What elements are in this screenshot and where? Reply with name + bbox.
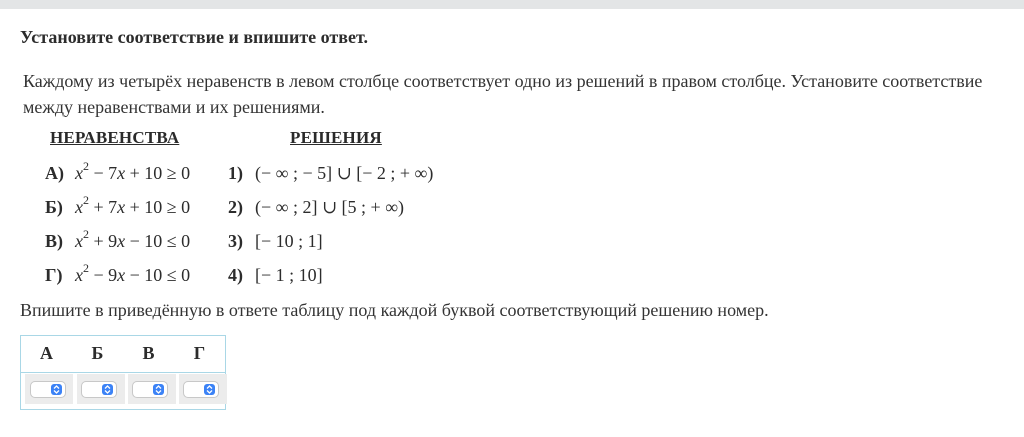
solution-label: 4) bbox=[228, 265, 243, 285]
select-arrows-icon bbox=[102, 384, 113, 395]
select-arrows-icon bbox=[51, 384, 62, 395]
top-bar bbox=[0, 0, 1024, 9]
inequality-expression: $x^2 - 7x + 10 \ge 0$ bbox=[75, 159, 191, 183]
select-arrows-icon bbox=[153, 384, 164, 395]
solution-text: (− ∞ ; 2] ∪ [5 ; + ∞) bbox=[255, 197, 405, 217]
select-arrows-icon bbox=[204, 384, 215, 395]
inequality-label: В) bbox=[45, 231, 63, 251]
solution-text: (− ∞ ; − 5] ∪ [− 2 ; + ∞) bbox=[255, 163, 434, 183]
solution-label: 1) bbox=[228, 163, 243, 183]
solution-text: [− 1 ; 10] bbox=[255, 265, 323, 285]
column-header-solutions: РЕШЕНИЯ bbox=[290, 128, 382, 147]
table-divider bbox=[21, 372, 225, 373]
answer-select-a[interactable] bbox=[30, 381, 66, 398]
inequality-expression: $x^2 - 9x - 10 \le 0$ bbox=[75, 261, 191, 285]
inequality-expression: $x^2 + 9x - 10 \le 0$ bbox=[75, 227, 191, 251]
answer-table bbox=[20, 335, 226, 410]
answer-select-v[interactable] bbox=[132, 381, 168, 398]
inequality-label: А) bbox=[45, 163, 64, 183]
answer-letter-g: Г bbox=[193, 343, 206, 363]
answer-letter-a: А bbox=[40, 343, 53, 363]
task-heading: Установите соответствие и впишите ответ. bbox=[20, 27, 368, 47]
task-intro: Каждому из четырёх неравенств в левом столбце соответствует одно из решений в правом столбце. Установите соответствие между неравенствами и их решениями. bbox=[23, 71, 983, 117]
solution-text: [− 10 ; 1] bbox=[255, 231, 323, 251]
inequality-expression: $x^2 + 7x + 10 \ge 0$ bbox=[75, 193, 191, 217]
answer-select-g[interactable] bbox=[183, 381, 219, 398]
solution-label: 3) bbox=[228, 231, 243, 251]
answer-select-b[interactable] bbox=[81, 381, 117, 398]
answer-letter-v: В bbox=[142, 343, 155, 363]
column-header-inequalities: НЕРАВЕНСТВА bbox=[50, 128, 180, 147]
answer-letter-b: Б bbox=[91, 343, 104, 363]
solution-label: 2) bbox=[228, 197, 243, 217]
answer-instruction: Впишите в приведённую в ответе таблицу под каждой буквой соответствующий решению номер. bbox=[20, 300, 769, 320]
inequality-label: Б) bbox=[45, 197, 63, 217]
inequality-label: Г) bbox=[45, 265, 63, 285]
